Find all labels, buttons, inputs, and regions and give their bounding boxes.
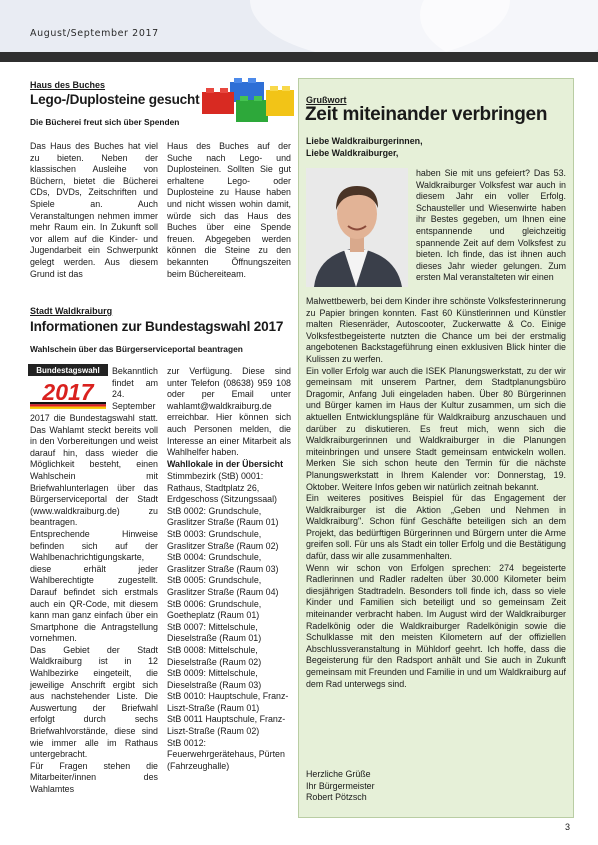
article2-kicker: Stadt Waldkraiburg: [30, 306, 113, 316]
polling-stations-list: Stimmbezirk (StB) 0001: Rathaus, Stadtplatz 26, Erdgeschoss (Sitzungssaal) StB 0002: Grundschule, Graslitzer Straße (Raum 01) StB 0003: Grundschule, Graslitzer Straße (Raum 02) StB 0004: Grundschule, Graslitzer Straße (Raum 03) StB 0005: Grundschule, Graslitzer Straße (Raum 04) StB 0006: Grundschule, Goetheplatz (Raum 01) StB 0007: Mittelschule, Dieselstraße (Raum 01) StB 0008: Mittelschule, Dieselstraße (Raum 02) StB 0009: Mittelschule, Dieselstraße (Raum 03) StB 0010: Hauptschule, Franz-Liszt-Straße (Raum 01) StB 0011 Hauptschule, Franz-Liszt-Straße (Raum 02) StB 0012: Feuerwehrgerätehaus, Pürten (Fahrzeughalle): [167, 471, 289, 771]
article1-col2: Haus des Buches auf der Suche nach Lego- und Duplosteinen. Sollten Sie gut erhaltene Lego- oder Duplosteine zu Hause haben und nicht wissen wohin damit, würde sich das Haus des Buches über eine Spende freuen. Abgegeben werden können die Steine zu den bekannten Öffnungszeiten beim Büchereiteam.: [167, 141, 291, 279]
article2-subtitle: Wahlschein über das Bürgerserviceportal beantragen: [30, 344, 243, 354]
article2-col1: 2017 die Bundestagswahl statt. Das Wahlamt steckt bereits voll in den Vorbereitungen und weist darauf hin, dass wieder die Möglichkeit besteht, einen Wahlschein mit Briefwahlunterlagen über das Bürgerserviceportal der Stadt (www.waldkraiburg.de) zu beantragen. Entsprechende Hinweise befinden sich auf der Wahlbenachrichtigungskarte, diese erhält jeder Wahlberechtigte zugestellt. Darauf befindet sich erstmals auch ein QR-Code, mit diesem kann man ganz einfach über ein Smartphone die Antragstellung vornehmen. Das Gebiet der Stadt Waldkraiburg ist in 12 Wahlbezirke eingeteilt, die jeweilige Anschrift ergibt sich aus nachstehender Liste. Die Auswertung der Briefwahl erfolgt durch sechs Briefwahlvorstände, diese sind wie immer alle im Rathaus untergebracht. Für Fragen stehen die Mitarbeiter/innen des Wahlamtes: [30, 413, 158, 794]
flag-gold-stripe: [30, 407, 106, 409]
bundestagswahl-badge: [28, 364, 108, 409]
header-bar: [0, 52, 598, 62]
greeting-wrap-text: haben Sie mit uns gefeiert? Das 53. Waldkraiburger Volksfest war auch in diesem Jahr ein voller Erfolg. Schausteller und Wiesenwirte haben ihr Bestes gegeben, um Ihnen eine entspannende und gleichzeitig spannende Zeit auf dem Volksfest zu bieten. Ich finde, das ist ihnen auch dieses Jahr wieder gelungen. Zum ersten Mal veranstalteten wir einen: [416, 168, 566, 283]
greeting-title: Zeit miteinander verbringen: [305, 104, 548, 125]
polling-list-title: Wahllokale in der Übersicht: [167, 459, 284, 469]
lego-bricks-image: [200, 78, 296, 128]
page-number: 3: [564, 822, 570, 832]
article1-col1: Das Haus des Buches hat viel zu bieten. Neben der klassischen Ausleihe von Büchern, bietet die Bücherei CDs, DVDs, Zeitschriften und Spiele an. Auch Veranstaltungen nehmen immer mehr Raum ein. In Zukunft soll vor allem auf die Kinder- und Jugendarbeit ein Schwerpunkt gelegt werden. Aus diesem Grund ist das: [30, 141, 158, 279]
article2-title: Informationen zur Bundestagswahl 2017: [30, 319, 284, 334]
header-swoosh: [420, 0, 598, 52]
article1-title: Lego-/Duplosteine gesucht: [30, 92, 200, 107]
greeting-closing: Herzliche Grüße Ihr Bürgermeister Robert Pötzsch: [306, 769, 375, 803]
yellow-brick: [266, 86, 294, 116]
article1-subtitle: Die Bücherei freut sich über Spenden: [30, 117, 180, 127]
greeting-salutation: Liebe Waldkraiburgerinnen, Liebe Waldkraiburger,: [306, 136, 423, 158]
red-brick: [202, 88, 234, 114]
article2-col1-wrap: Bekanntlich findet am 24. September: [112, 366, 158, 411]
greeting-body: Malwettbewerb, bei dem Kinder ihre schönste Volksfesterinnerung zu Papier bringen konnten. Fast 60 Künstlerinnen und Künstler malten Riesenräder, Autoscooter, Zuckerwatte & Co. Einige Volksfestbegeisterte nutzten die Chance um bei der erstmalig angebotenen Backstageführung einen exklusiven Blick hinter die Kulissen zu werfen. Ein voller Erfolg war auch die ISEK Planungswerkstatt, zu der wir gemeinsam mit unserem Partner, dem Stadtplanungsbüro Dragomir, Anfang Juli eingeladen haben. Über 80 Bürgerinnen und Bürger kamen im Haus der Kultur zusammen, um sich die aktuellen Entwicklungspläne für Waldkraiburg anzuschauen und darüber zu diskutieren. Es freut mich, wenn sich die Waldkraiburgerinnen und Waldkraiburger in die Planungen miteinbringen und unsere Stadt gemeinsam entwickeln wollen. Merken Sie sich schon heute den Termin für die nächste Planungswerkstatt in Ihrem Kalender vor: Donnerstag, 19. Oktober. Weitere Infos geben wir natürlich zeitnah bekannt. Ein weiteres positives Beispiel für das Engagement der Waldkraiburger ist die Aktion „Geben und Nehmen in Waldkraiburg". Schon fünf Geschäfte beteiligen sich an dem Projekt, das bedürftigen Bürgerinnen und Bürgern unter die Arme greifen soll. Für uns als Stadt ein toller Erfolg und die Bestätigung dafür, dass wir alle zusammenhalten. Wenn wir schon von Erfolgen sprechen: 274 begeisterte Radlerinnen und Radler radelten über 30.000 Kilometer beim diesjährigen Stadtradeln. Besonders toll finde ich, dass so viele Kinder und Familien sich beteiligt und so gemeinsam Zeit miteinander verbracht haben. Im August wird der Waldkraiburger Radelkönig oder die Waldkraiburger Radelkönigin sowie die Schulklasse mit den meisten Kilometern auf der offiziellen Abschlussveranstaltung in Mühldorf geehrt. Ich hoffe, dass die Begeisterung für den Radsport anhält und Sie auch in Zukunft gemeinsam mit Freunden und Familie in und um Waldkraiburg auf dem Rad unterwegs sind.: [306, 296, 566, 689]
badge-year: 2017: [42, 379, 94, 405]
article1-kicker: Haus des Buches: [30, 80, 106, 90]
article2-col2: zur Verfügung. Diese sind unter Telefon (08638) 959 108 oder per Email unter wahlamt@waldkraiburg.de erreichbar. Hier können sich auch Personen melden, die Interesse an einer Mitarbeit als Wahlhelfer haben.: [167, 366, 291, 458]
greeting-kicker: Grußwort: [306, 95, 347, 105]
issue-date: August/September 2017: [30, 28, 159, 39]
header-band: [0, 0, 598, 52]
mayor-portrait: [306, 168, 408, 287]
badge-label: Bundestagswahl: [36, 366, 100, 375]
